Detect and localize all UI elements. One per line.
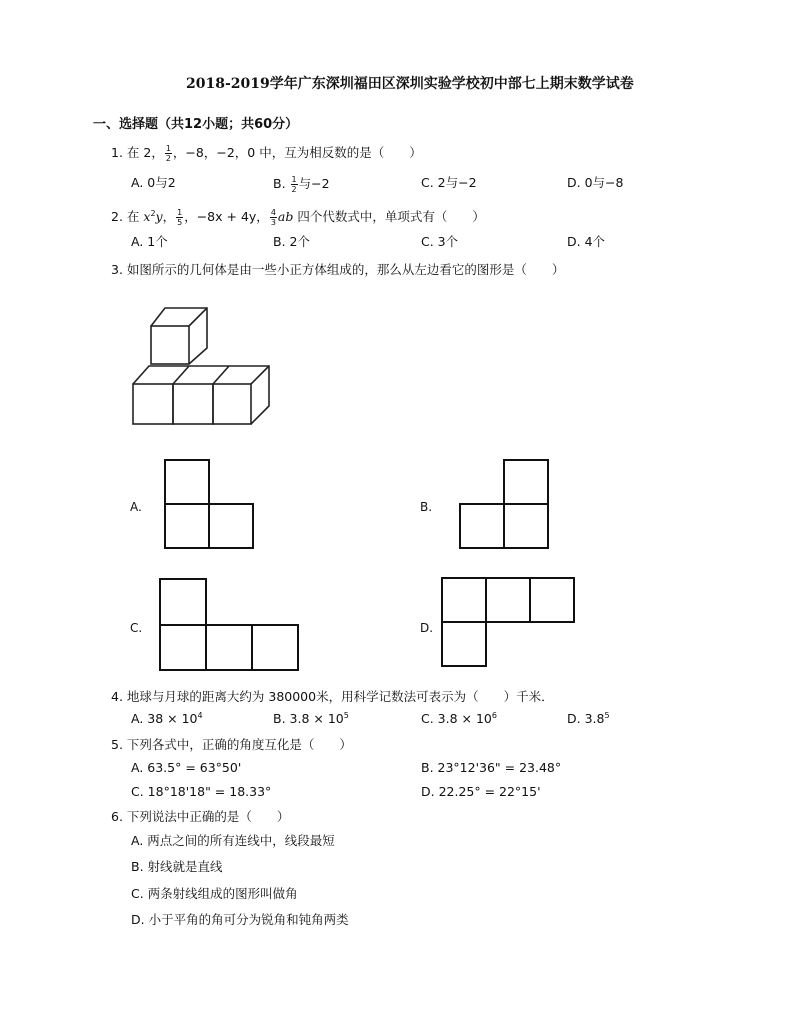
q5-option-b[interactable]: B. 23°12'36" = 23.48°	[421, 760, 562, 775]
q5-option-d[interactable]: D. 22.25° = 22°15'	[421, 784, 541, 799]
q6-option-b[interactable]: B. 射线就是直线	[131, 859, 223, 874]
q2-fraction-1: $\frac{1}{5}$	[177, 208, 183, 227]
q6-option-a[interactable]: A. 两点之间的所有连线中，线段最短	[131, 833, 335, 848]
q3-option-d-figure[interactable]	[441, 577, 577, 669]
q6-option-d[interactable]: D. 小于平角的角可分为锐角和钝角两类	[131, 912, 349, 927]
question-2-stem: 2. 在 $x^2y$， $\frac{1}{5}$ ，−8x + 4y， $\frac{4}{3}$ ab 四个代数式中，单项式有（ ）	[111, 208, 485, 227]
q2-option-c[interactable]: C. 3个	[421, 234, 459, 249]
q1-option-d[interactable]: D. 0与−8	[567, 175, 624, 190]
q4-option-a[interactable]: A. $38 \times 10^4$	[131, 710, 203, 726]
q4-option-d[interactable]: D. $3.8^5$	[567, 710, 610, 726]
q1-fraction: $\frac{1}{2}$	[165, 144, 171, 163]
q3-option-c-figure[interactable]	[159, 578, 301, 672]
q3-option-b-label[interactable]: B.	[420, 500, 433, 514]
q2-option-d[interactable]: D. 4个	[567, 234, 606, 249]
cube-solid-figure	[125, 300, 285, 435]
q1-option-a[interactable]: A. 0与2	[131, 175, 176, 190]
q3-option-a-label[interactable]: A.	[130, 500, 142, 514]
q3-option-d-label[interactable]: D.	[420, 621, 434, 635]
q1-stem-prefix: 1. 在 2，	[111, 145, 164, 160]
q5-option-a[interactable]: A. 63.5° = 63°50'	[131, 760, 242, 775]
q3-option-b-figure[interactable]	[459, 459, 551, 551]
question-1-stem	[111, 144, 422, 163]
question-3-stem: 3. 如图所示的几何体是由一些小正方体组成的，那么从左边看它的图形是（ ）	[111, 262, 565, 277]
q4-option-c[interactable]: C. $3.8 \times 10^6$	[421, 710, 497, 726]
question-5-stem: 5. 下列各式中，正确的角度互化是（ ）	[111, 737, 352, 752]
q1-stem-suffix: ，−8，−2，0 中，互为相反数的是（ ）	[172, 145, 422, 160]
page-title: 2018-2019学年广东深圳福田区深圳实验学校初中部七上期末数学试卷	[186, 76, 634, 92]
q1-option-c[interactable]: C. 2与−2	[421, 175, 477, 190]
q6-option-c[interactable]: C. 两条射线组成的图形叫做角	[131, 886, 298, 901]
q4-option-b[interactable]: B. $3.8 \times 10^5$	[273, 710, 349, 726]
q1-option-b[interactable]: B. $\frac{1}{2}$ 与−2	[273, 175, 330, 194]
q2-fraction-2: $\frac{4}{3}$	[270, 208, 276, 227]
question-6-stem: 6. 下列说法中正确的是（ ）	[111, 809, 290, 824]
q5-option-c[interactable]: C. 18°18'18" = 18.33°	[131, 784, 272, 799]
q2-option-b[interactable]: B. 2个	[273, 234, 310, 249]
q3-option-a-figure[interactable]	[164, 459, 256, 551]
q3-option-c-label[interactable]: C.	[130, 621, 143, 635]
question-4-stem: 4. 地球与月球的距离大约为 380000米，用科学记数法可表示为（ ）千米．	[111, 689, 554, 704]
q1-option-b-fraction: $\frac{1}{2}$	[291, 175, 297, 194]
q2-option-a[interactable]: A. 1个	[131, 234, 168, 249]
section-heading: 一、选择题（共12小题；共60分）	[93, 117, 299, 132]
